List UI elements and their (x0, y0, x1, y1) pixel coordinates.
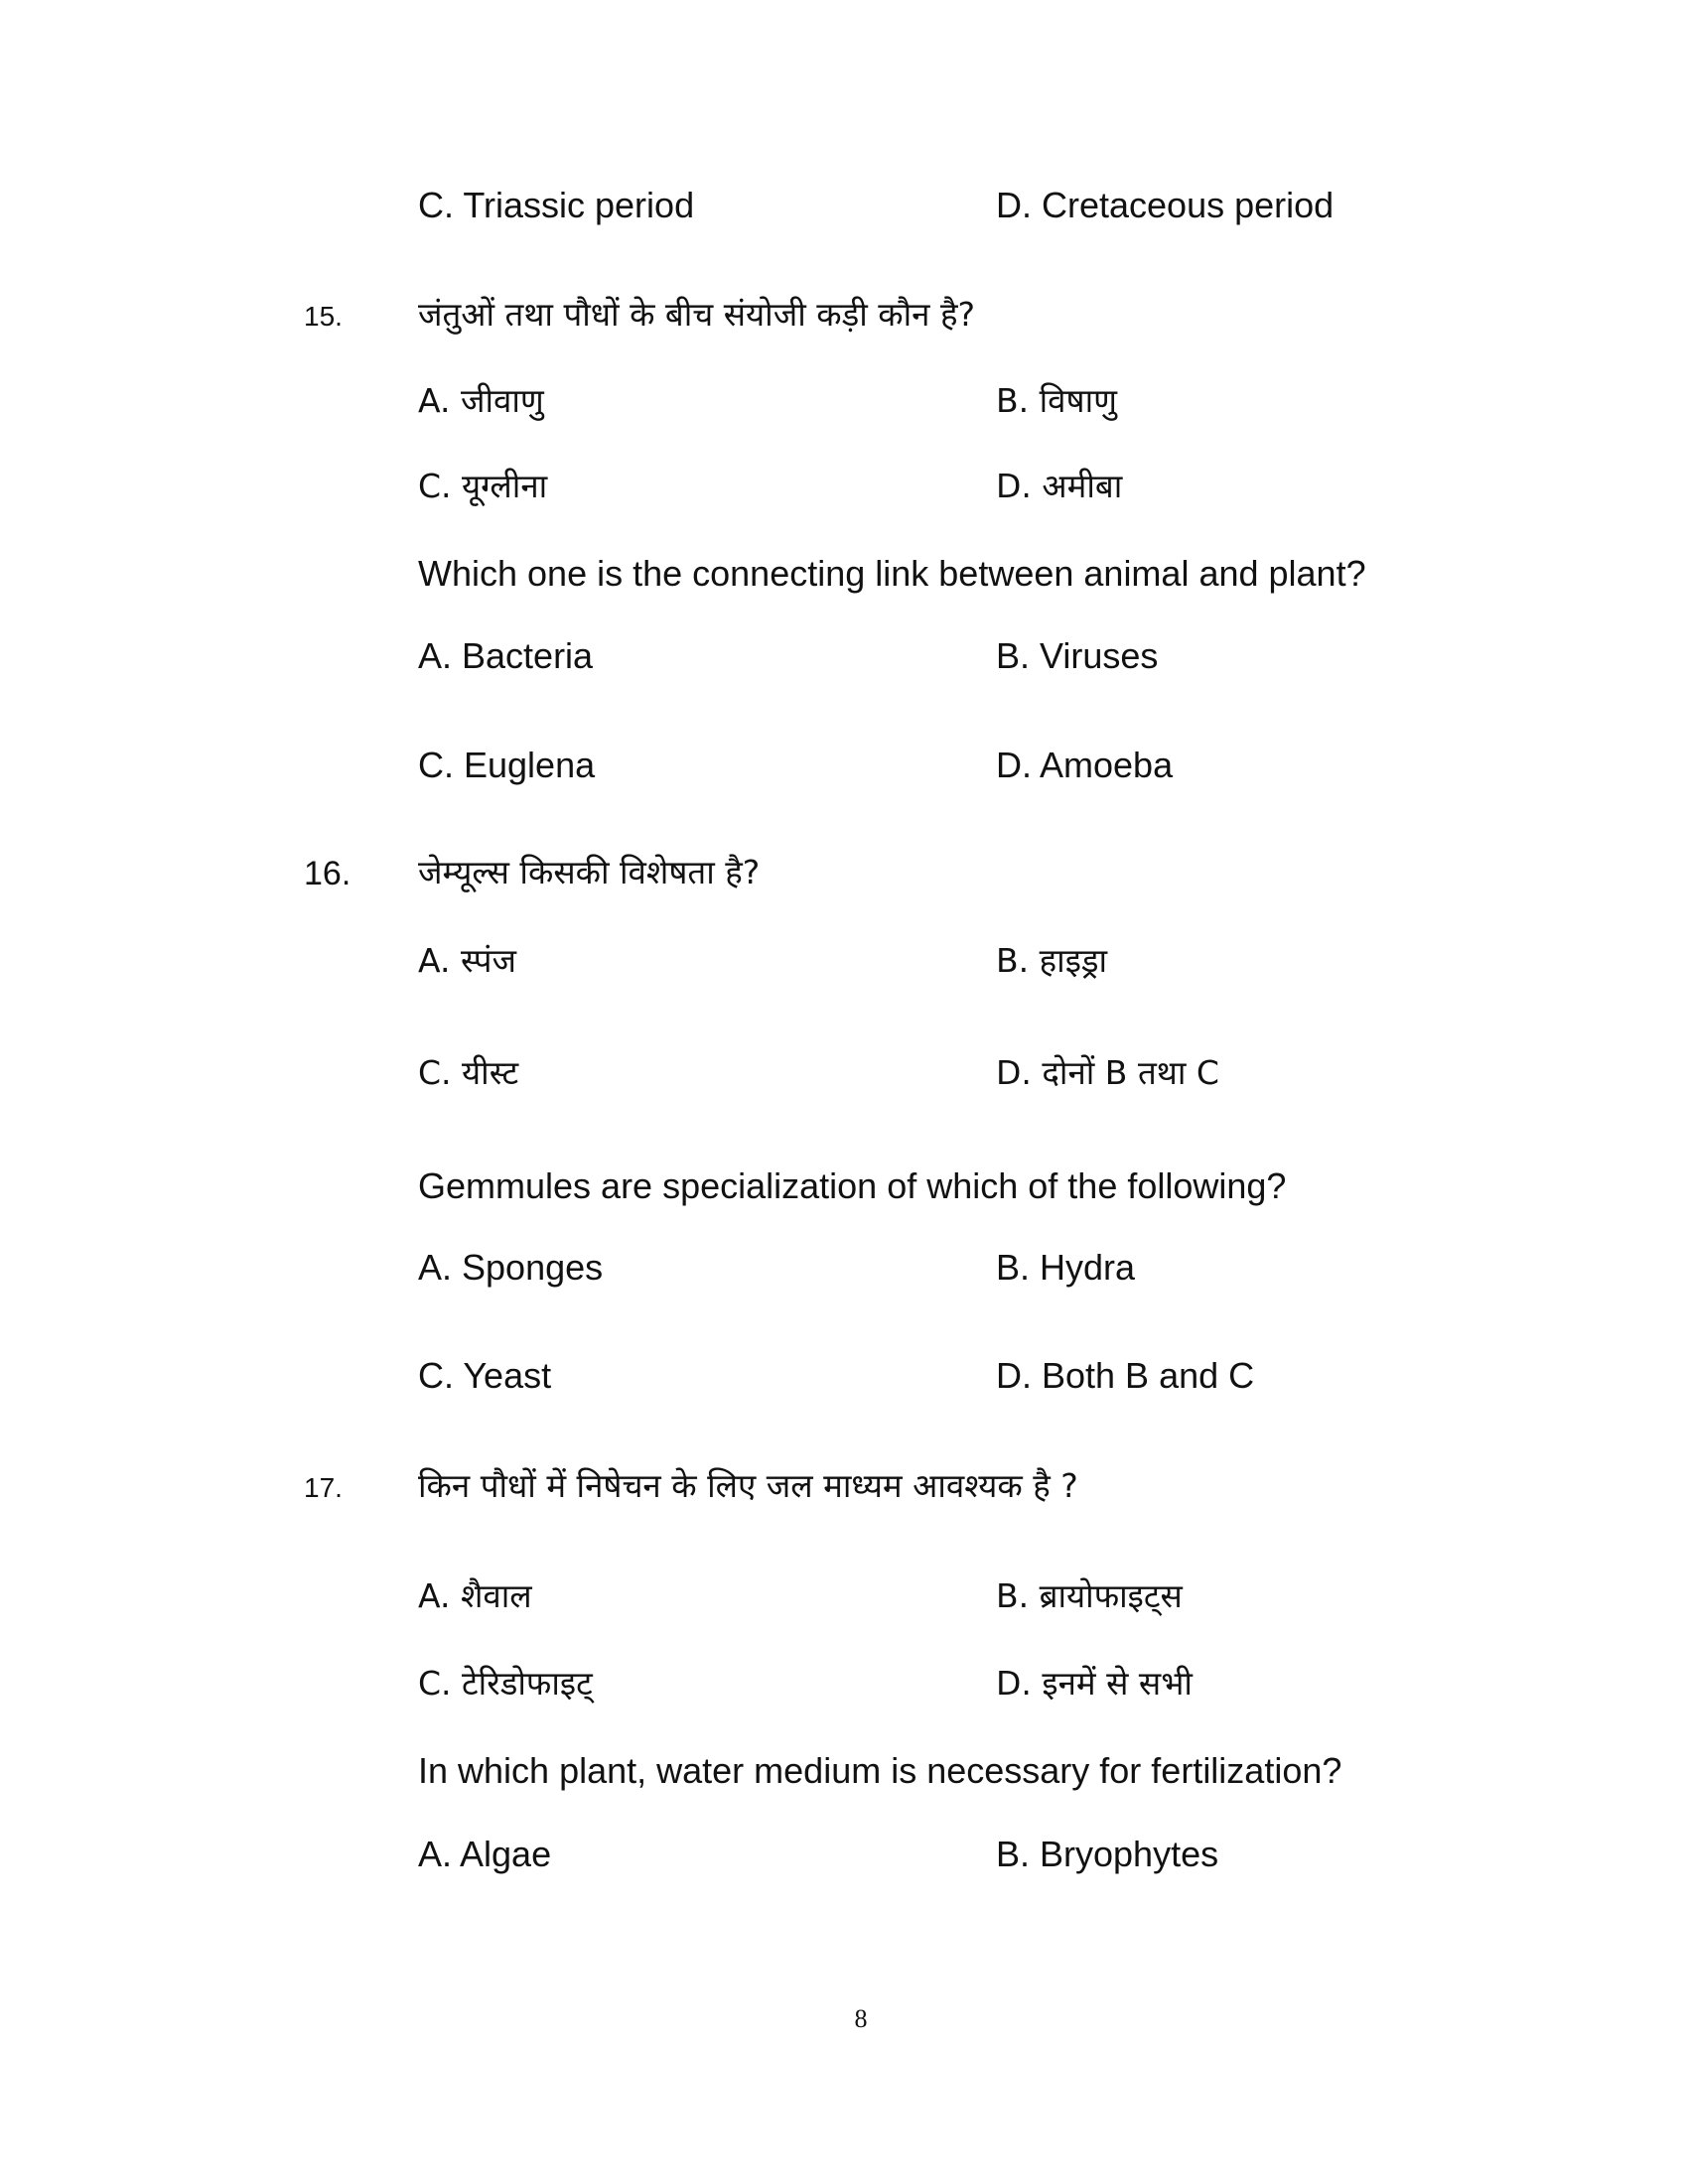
q16-option-d: D. Both B and C (996, 1355, 1255, 1396)
q17-hindi-option-b: B. ब्रायोफाइट्स (996, 1576, 1183, 1615)
q17-hindi-option-a: A. शैवाल (418, 1576, 532, 1615)
q17-option-a: A. Algae (418, 1834, 552, 1874)
q16-option-a: A. Sponges (418, 1247, 604, 1288)
option-d-prev: D. Cretaceous period (996, 185, 1335, 225)
question-15-english: Which one is the connecting link between animal and plant? (418, 553, 1366, 594)
q16-option-c: C. Yeast (418, 1355, 552, 1396)
q15-hindi-option-d: D. अमीबा (996, 467, 1123, 505)
q15-option-c: C. Euglena (418, 745, 596, 785)
q17-hindi-option-d: D. इनमें से सभी (996, 1664, 1193, 1703)
q16-hindi-option-b: B. हाइड्रा (996, 941, 1108, 980)
q16-hindi-option-a: A. स्पंज (418, 941, 517, 980)
question-number-15: 15. (304, 301, 343, 332)
question-16-hindi: जेम्यूल्स किसकी विशेषता है? (418, 853, 761, 891)
question-15-hindi: जंतुओं तथा पौधों के बीच संयोजी कड़ी कौन है? (418, 295, 976, 334)
option-c-prev: C. Triassic period (418, 185, 695, 225)
q15-hindi-option-c: C. यूग्लीना (418, 467, 548, 505)
q15-option-d: D. Amoeba (996, 745, 1174, 785)
question-number-17: 17. (304, 1472, 343, 1503)
page-number: 8 (854, 2004, 868, 2033)
q16-option-b: B. Hydra (996, 1247, 1136, 1288)
q15-hindi-option-a: A. जीवाणु (418, 381, 544, 420)
q16-hindi-option-d: D. दोनों B तथा C (996, 1053, 1219, 1092)
q15-option-b: B. Viruses (996, 635, 1159, 676)
question-17-hindi: किन पौधों में निषेचन के लिए जल माध्यम आवश्यक है ? (418, 1466, 1078, 1505)
q15-hindi-option-b: B. विषाणु (996, 381, 1117, 420)
q15-option-a: A. Bacteria (418, 635, 594, 676)
question-17-english: In which plant, water medium is necessary for fertilization? (418, 1750, 1342, 1791)
q16-hindi-option-c: C. यीस्ट (418, 1053, 519, 1092)
q17-hindi-option-c: C. टेरिडोफाइट् (418, 1664, 593, 1703)
q17-option-b: B. Bryophytes (996, 1834, 1219, 1874)
question-number-16: 16. (304, 855, 352, 892)
question-16-english: Gemmules are specialization of which of the following? (418, 1165, 1287, 1206)
